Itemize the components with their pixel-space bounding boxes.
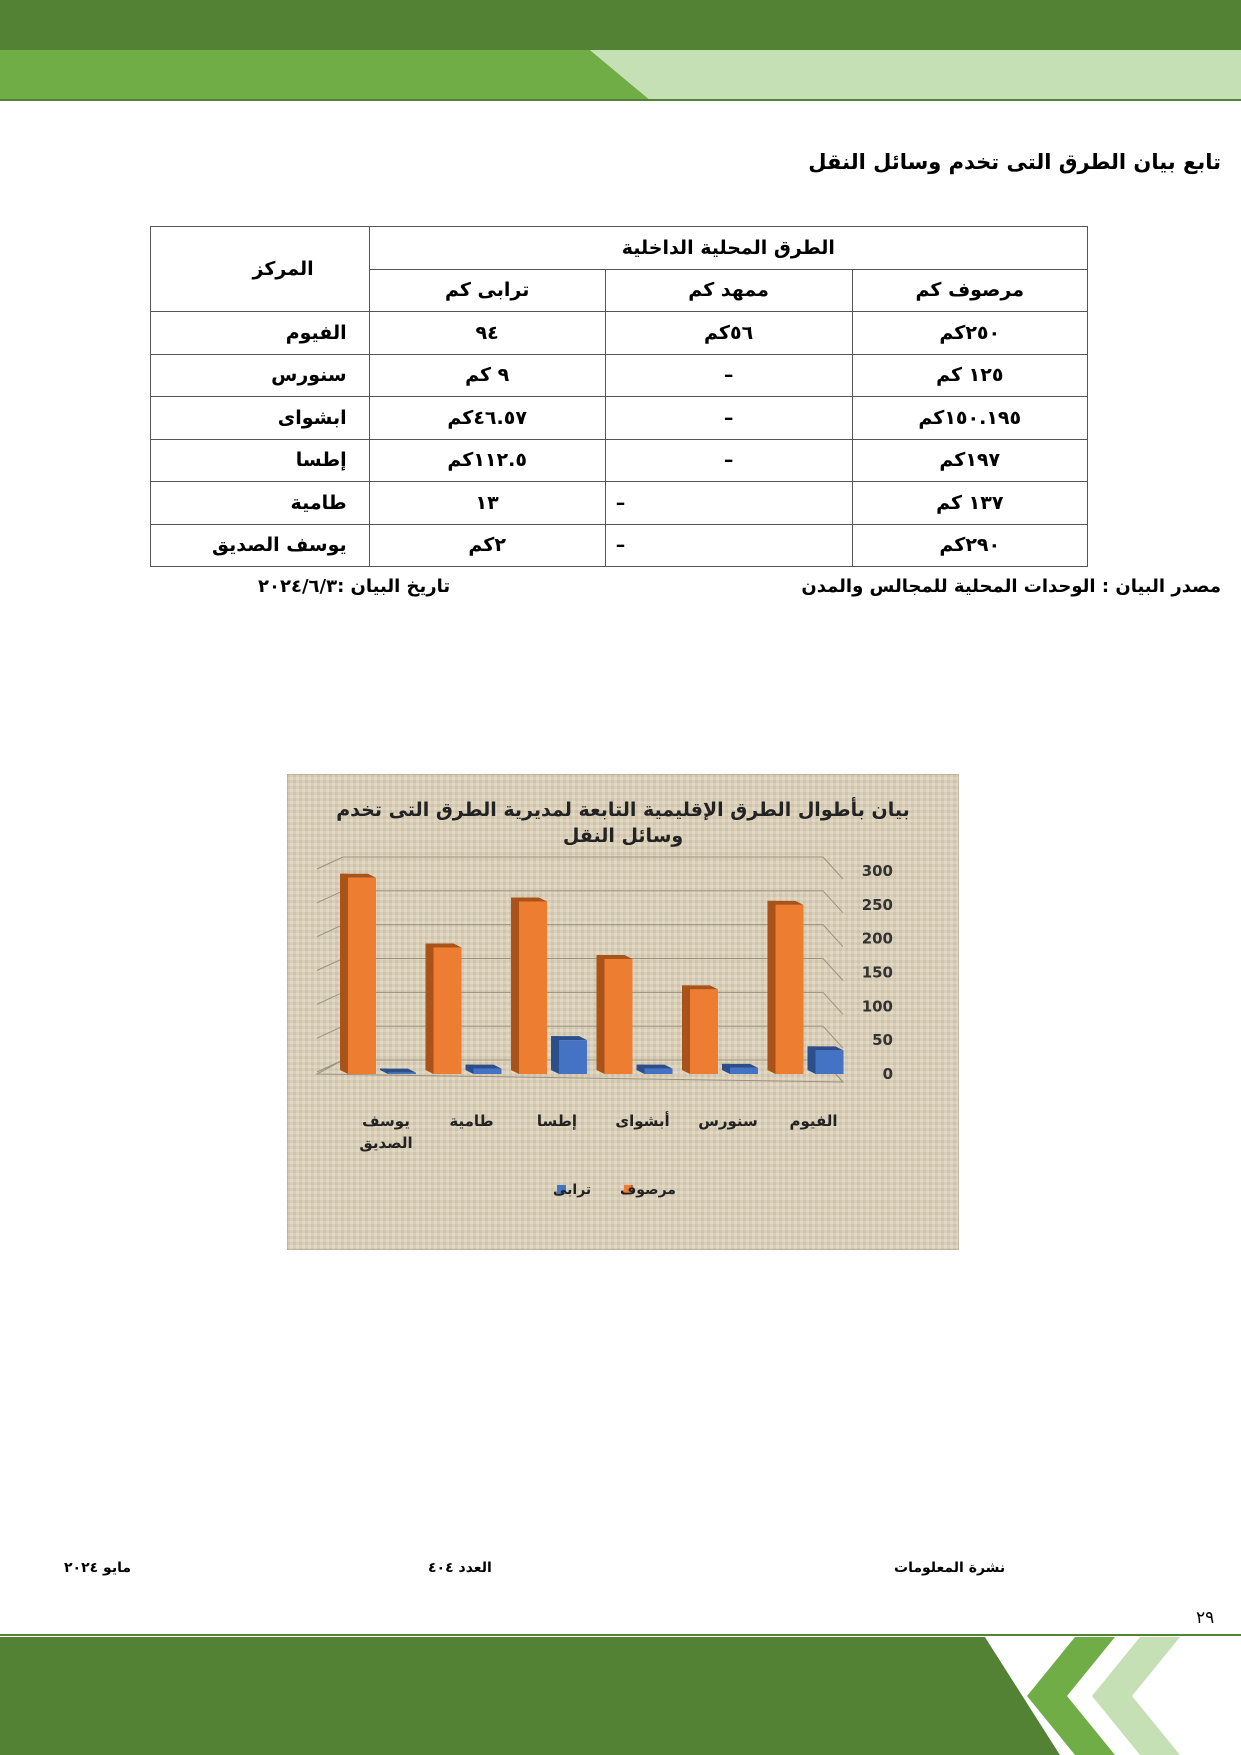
cell-center: إطسا: [151, 439, 370, 482]
chart-title-line-1: بيان بأطوال الطرق الإقليمية التابعة لمديرية الطرق التى تخدم: [336, 799, 910, 821]
table-row: [151, 482, 1088, 525]
bar-paved: [597, 955, 633, 1074]
footer-date: مايو ٢٠٢٤: [64, 1560, 132, 1576]
y-tick-label: 150: [861, 963, 893, 982]
x-category-label: طامية: [449, 1112, 494, 1130]
table-row: [151, 354, 1088, 397]
x-category-label: أبشواى: [615, 1112, 670, 1130]
center-header: المركز: [151, 227, 370, 312]
column-header-graded: ممهد كم: [605, 269, 852, 312]
section-title: تابع بيان الطرق التى تخدم وسائل النقل: [808, 150, 1221, 174]
cell-paved: ٢٩٠كم: [852, 524, 1087, 567]
bar-dirt: [808, 1046, 844, 1074]
cell-graded: –: [605, 439, 852, 482]
chart-title-line-2: وسائل النقل: [562, 825, 684, 847]
x-category-label: الفيوم: [789, 1112, 838, 1130]
cell-center: الفيوم: [151, 312, 370, 355]
footer-publication: نشرة المعلومات: [894, 1560, 1006, 1576]
bar-dirt: [722, 1064, 758, 1074]
table-row: [151, 312, 1088, 355]
group-header: الطرق المحلية الداخلية: [369, 227, 1087, 270]
y-tick-label: 100: [861, 997, 893, 1016]
y-tick-label: 300: [861, 862, 893, 880]
source-note: مصدر البيان : الوحدات المحلية للمجالس والمدن: [801, 576, 1221, 597]
y-tick-label: 250: [861, 895, 893, 914]
cell-dirt: ٩٤: [369, 312, 605, 355]
cell-center: سنورس: [151, 354, 370, 397]
x-category-label: إطسا: [536, 1112, 578, 1130]
footer-issue: العدد ٤٠٤: [428, 1560, 492, 1576]
cell-paved: ١٩٧كم: [852, 439, 1087, 482]
bar-paved: [426, 943, 462, 1074]
y-tick-label: 0: [882, 1065, 893, 1083]
bar-paved: [340, 874, 376, 1074]
cell-dirt: ٤٦.٥٧كم: [369, 397, 605, 440]
bar-paved: [682, 985, 718, 1074]
table-row: [151, 439, 1088, 482]
column-header-paved: مرصوف كم: [852, 269, 1087, 312]
cell-graded: –: [605, 524, 852, 567]
bar-paved: [511, 897, 547, 1074]
table-row: [151, 397, 1088, 440]
cell-paved: ١٣٧ كم: [852, 482, 1087, 525]
cell-paved: ٢٥٠كم: [852, 312, 1087, 355]
bar-dirt: [551, 1036, 587, 1074]
cell-graded: –: [605, 354, 852, 397]
cell-paved: ١٢٥ كم: [852, 354, 1087, 397]
table-header-row: [151, 227, 1088, 270]
roads-table: [150, 226, 1088, 567]
legend-label-dirt: ترابى: [553, 1182, 592, 1198]
cell-graded: ٥٦كم: [605, 312, 852, 355]
cell-dirt: ١٣: [369, 482, 605, 525]
y-tick-label: 50: [872, 1031, 893, 1050]
header-decorative-band: [0, 0, 1241, 102]
cell-center: يوسف الصديق: [151, 524, 370, 567]
cell-center: طامية: [151, 482, 370, 525]
x-category-label: يوسف: [362, 1112, 410, 1130]
cell-dirt: ٩ كم: [369, 354, 605, 397]
x-category-label: الصديق: [359, 1134, 413, 1152]
table-row: [151, 524, 1088, 567]
column-header-dirt: ترابى كم: [369, 269, 605, 312]
cell-graded: –: [605, 397, 852, 440]
footer-decorative-band: [0, 1630, 1241, 1755]
cell-paved: ١٥٠.١٩٥كم: [852, 397, 1087, 440]
bar-dirt: [637, 1065, 673, 1074]
roads-length-chart: [287, 774, 959, 1250]
y-tick-label: 200: [861, 929, 893, 948]
page-number: ٢٩: [1196, 1608, 1215, 1628]
bar-paved: [768, 901, 804, 1074]
cell-graded: –: [605, 482, 852, 525]
bar-dirt: [466, 1065, 502, 1074]
date-note: تاريخ البيان :٢٠٢٤/٦/٣: [258, 576, 451, 597]
legend-label-paved: مرصوف: [620, 1182, 676, 1198]
cell-center: ابشواى: [151, 397, 370, 440]
x-category-label: سنورس: [698, 1112, 758, 1130]
cell-dirt: ١١٢.٥كم: [369, 439, 605, 482]
cell-dirt: ٢كم: [369, 524, 605, 567]
